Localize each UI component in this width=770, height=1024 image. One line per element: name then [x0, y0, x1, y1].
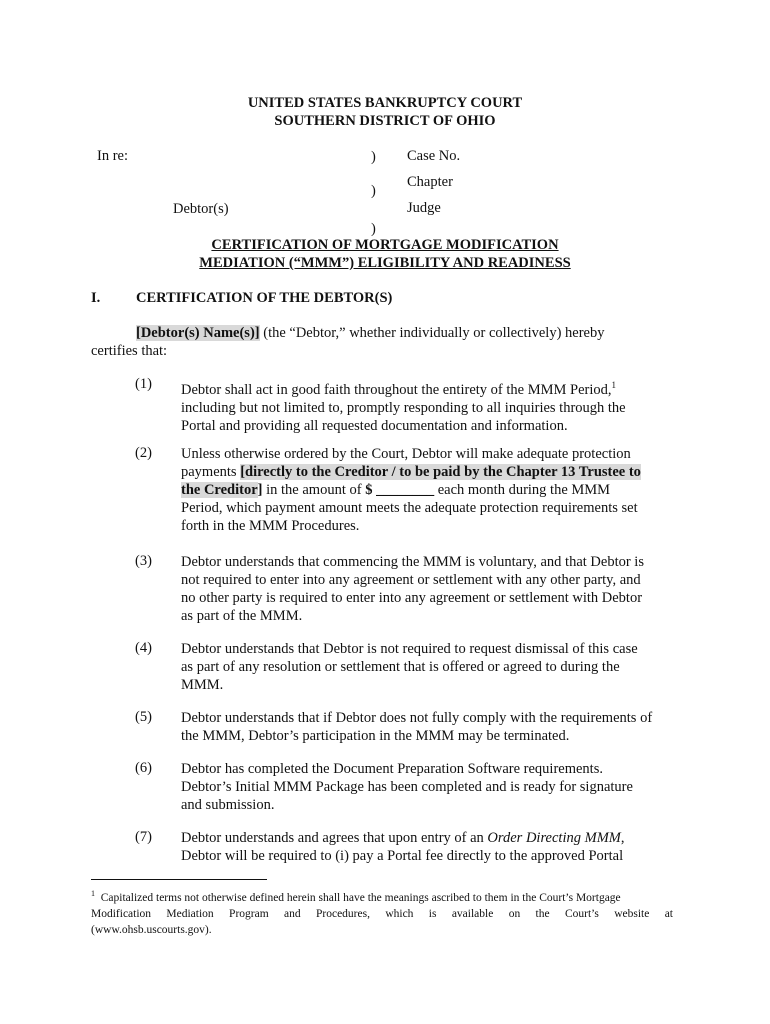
footnote [91, 886, 673, 938]
item-3-line-3: no other party is required to enter into any agreement or settlement with Debtor [181, 590, 643, 606]
item-4-line-2: as part of any resolution or settlement that is offered or agreed to during the [181, 659, 620, 675]
payment-amount-field[interactable]: ________ [376, 482, 435, 498]
item-2 [181, 445, 671, 535]
item-5 [181, 709, 671, 745]
item-number-3: (3) [135, 553, 152, 569]
item-2-line-4: Period, which payment amount meets the adequate protection requirements set [181, 500, 638, 516]
footnote-line-3: (www.ohsb.uscourts.gov). [91, 923, 212, 936]
item-3-line-2: not required to enter into any agreement or settlement with any other party, and [181, 572, 641, 588]
item-number-1: (1) [135, 376, 152, 392]
item-3-line-4: as part of the MMM. [181, 608, 303, 624]
item-7-line-1: Debtor understands and agrees that upon entry of an Order Directing MMM, [181, 830, 625, 846]
item-6-line-1: Debtor has completed the Document Preparation Software requirements. [181, 761, 603, 777]
item-number-2: (2) [135, 445, 152, 461]
item-1-line-3: Portal and providing all requested documentation and information. [181, 417, 568, 434]
item-7 [181, 829, 671, 865]
court-district: SOUTHERN DISTRICT OF OHIO [274, 113, 496, 129]
item-4-line-3: MMM. [181, 677, 224, 693]
item-3 [181, 553, 671, 625]
item-1-line-2: including but not limited to, promptly responding to all inquiries through the [181, 399, 626, 416]
section-number: I. [91, 290, 101, 306]
item-2-line-3: the Creditor] in the amount of $ ________ each month during the MMM [181, 482, 611, 498]
payment-method-option-field[interactable]: [directly to the Creditor / to be paid by the Chapter 13 Trustee to [240, 464, 641, 480]
footnote-line-1: $^1$ Capitalized terms not otherwise defined herein shall have the meanings ascribed to them in the Court’s Mortgage [91, 889, 621, 904]
item-5-line-2: the MMM, Debtor’s participation in the MMM may be terminated. [181, 728, 570, 744]
item-3-line-1: Debtor understands that commencing the MMM is voluntary, and that Debtor is [181, 554, 644, 570]
footnote-line-2: Modification Mediation Program and Procedures, which is available on the Court’s website at [91, 907, 673, 920]
footnote-reference: 1 [611, 380, 616, 390]
section-heading: CERTIFICATION OF THE DEBTOR(S) [136, 290, 393, 306]
item-number-7: (7) [135, 829, 152, 845]
item-number-5: (5) [135, 709, 152, 725]
court-name: UNITED STATES BANKRUPTCY COURT [247, 95, 523, 111]
item-6 [181, 760, 671, 814]
item-2-line-1: Unless otherwise ordered by the Court, Debtor will make adequate protection [181, 446, 631, 462]
item-1-line-1: Debtor shall act in good faith throughout the entirety of the MMM Period,$^1$ [181, 380, 616, 398]
item-5-line-1: Debtor understands that if Debtor does not fully comply with the requirements of [181, 710, 653, 726]
item-6-line-3: and submission. [181, 797, 275, 813]
judge-label: Judge [407, 200, 441, 216]
item-2-line-5: forth in the MMM Procedures. [181, 518, 360, 534]
item-number-4: (4) [135, 640, 152, 656]
item-2-line-2: payments [directly to the Creditor / to be paid by the Chapter 13 Trustee to [181, 464, 641, 480]
debtor-name-field[interactable]: [Debtor(s) Name(s)] [136, 325, 260, 341]
debtor-label: Debtor(s) [173, 201, 229, 217]
intro-line-2: certifies that: [91, 343, 168, 359]
footnote-separator [91, 879, 267, 880]
item-4-line-1: Debtor understands that Debtor is not required to request dismissal of this case [181, 641, 638, 657]
item-1 [181, 376, 671, 435]
order-directing-mmm-text: Order Directing MMM [487, 830, 621, 846]
case-number-label: Case No. [407, 148, 461, 164]
item-number-6: (6) [135, 760, 152, 776]
caption-paren-1: ) [371, 149, 376, 165]
caption-paren-3: ) [371, 221, 376, 237]
chapter-label: Chapter [407, 174, 453, 190]
document-title-line-2: MEDIATION (“MMM”) ELIGIBILITY AND READINESS [199, 255, 571, 271]
item-6-line-2: Debtor’s Initial MMM Package has been completed and is ready for signature [181, 779, 633, 795]
item-4 [181, 640, 671, 694]
in-re-label: In re: [97, 148, 128, 164]
caption-paren-2: ) [371, 183, 376, 199]
intro-text: (the “Debtor,” whether individually or collectively) hereby [259, 325, 605, 341]
payment-method-option-field-cont[interactable]: the Creditor [181, 482, 258, 498]
intro-line-1 [136, 325, 604, 342]
document-title-line-1: CERTIFICATION OF MORTGAGE MODIFICATION [211, 237, 559, 253]
item-7-line-2: Debtor will be required to (i) pay a Portal fee directly to the approved Portal [181, 848, 624, 864]
